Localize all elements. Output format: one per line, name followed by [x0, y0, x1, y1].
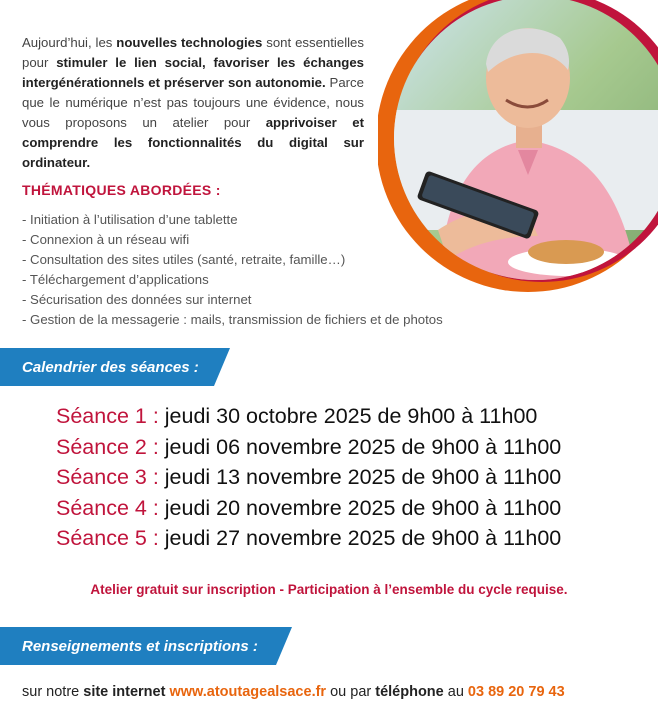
- list-item: - Gestion de la messagerie : mails, transmission de fichiers et de photos: [22, 312, 443, 327]
- session-label: Séance 2 :: [56, 434, 159, 459]
- themes-title: THÉMATIQUES ABORDÉES :: [22, 182, 221, 198]
- session-date: jeudi 20 novembre 2025 de 9h00 à 11h00: [158, 495, 562, 520]
- session-label: Séance 3 :: [56, 465, 159, 489]
- contact-bold-phone: téléphone: [375, 684, 444, 700]
- info-banner: [0, 627, 258, 665]
- session-item: [56, 462, 561, 493]
- calendar-banner: [0, 348, 199, 386]
- contact-text-3: au: [443, 684, 468, 700]
- list-item: - Initiation à l’utilisation d’une tablette: [22, 212, 238, 227]
- calendar-banner-label: Calendrier des séances :: [22, 358, 199, 376]
- session-label: Séance 5 :: [56, 526, 159, 550]
- session-label: Séance 1 :: [56, 404, 159, 428]
- session-date: jeudi 13 novembre 2025 de 9h00 à 11h00: [158, 465, 562, 489]
- themes-list: [22, 210, 443, 330]
- intro-text-1: Aujourd’hui, les: [22, 35, 117, 51]
- session-date: jeudi 06 novembre 2025 de 9h00 à 11h00: [158, 434, 562, 459]
- list-item: - Consultation des sites utiles (santé, retraite, famille…): [22, 252, 346, 267]
- notice-text: Atelier gratuit sur inscription - Participation à l’ensemble du cycle requise.: [90, 582, 568, 597]
- contact-bold-site: site internet: [83, 684, 166, 700]
- intro-bold-3: apprivoiser et comprendre les fonctionnalités du digital sur ordinateur.: [22, 115, 364, 171]
- session-item: [56, 432, 561, 463]
- session-date: jeudi 27 novembre 2025 de 9h00 à 11h00: [158, 526, 562, 550]
- phone-number[interactable]: 03 89 20 79 43: [467, 684, 565, 700]
- session-label: Séance 4 :: [56, 495, 159, 520]
- session-item: [56, 493, 561, 524]
- list-item: - Téléchargement d’applications: [22, 272, 209, 287]
- contact-text-2: ou par: [326, 684, 376, 700]
- info-banner-label: Renseignements et inscriptions :: [22, 637, 258, 655]
- session-item: [56, 401, 561, 432]
- intro-paragraph: [22, 33, 364, 173]
- intro-text-3: Parce que le numérique n’est pas toujours une évidence, nous vous proposons un atelier pour: [22, 75, 364, 131]
- list-item: - Sécurisation des données sur internet: [22, 292, 252, 307]
- intro-bold-2: stimuler le lien social, favoriser les échanges intergénérationnels et préserver son autonomie.: [22, 55, 364, 91]
- website-link[interactable]: www.atoutagealsace.fr: [165, 684, 327, 700]
- list-item: - Connexion à un réseau wifi: [22, 232, 190, 247]
- contact-text-1: sur notre: [22, 684, 84, 700]
- contact-line: [22, 684, 565, 700]
- session-item: [56, 523, 561, 554]
- session-list: [56, 401, 561, 554]
- intro-text-2: sont essentielles pour: [22, 35, 364, 71]
- intro-bold-1: nouvelles technologies: [116, 35, 263, 51]
- session-date: jeudi 30 octobre 2025 de 9h00 à 11h00: [158, 404, 538, 428]
